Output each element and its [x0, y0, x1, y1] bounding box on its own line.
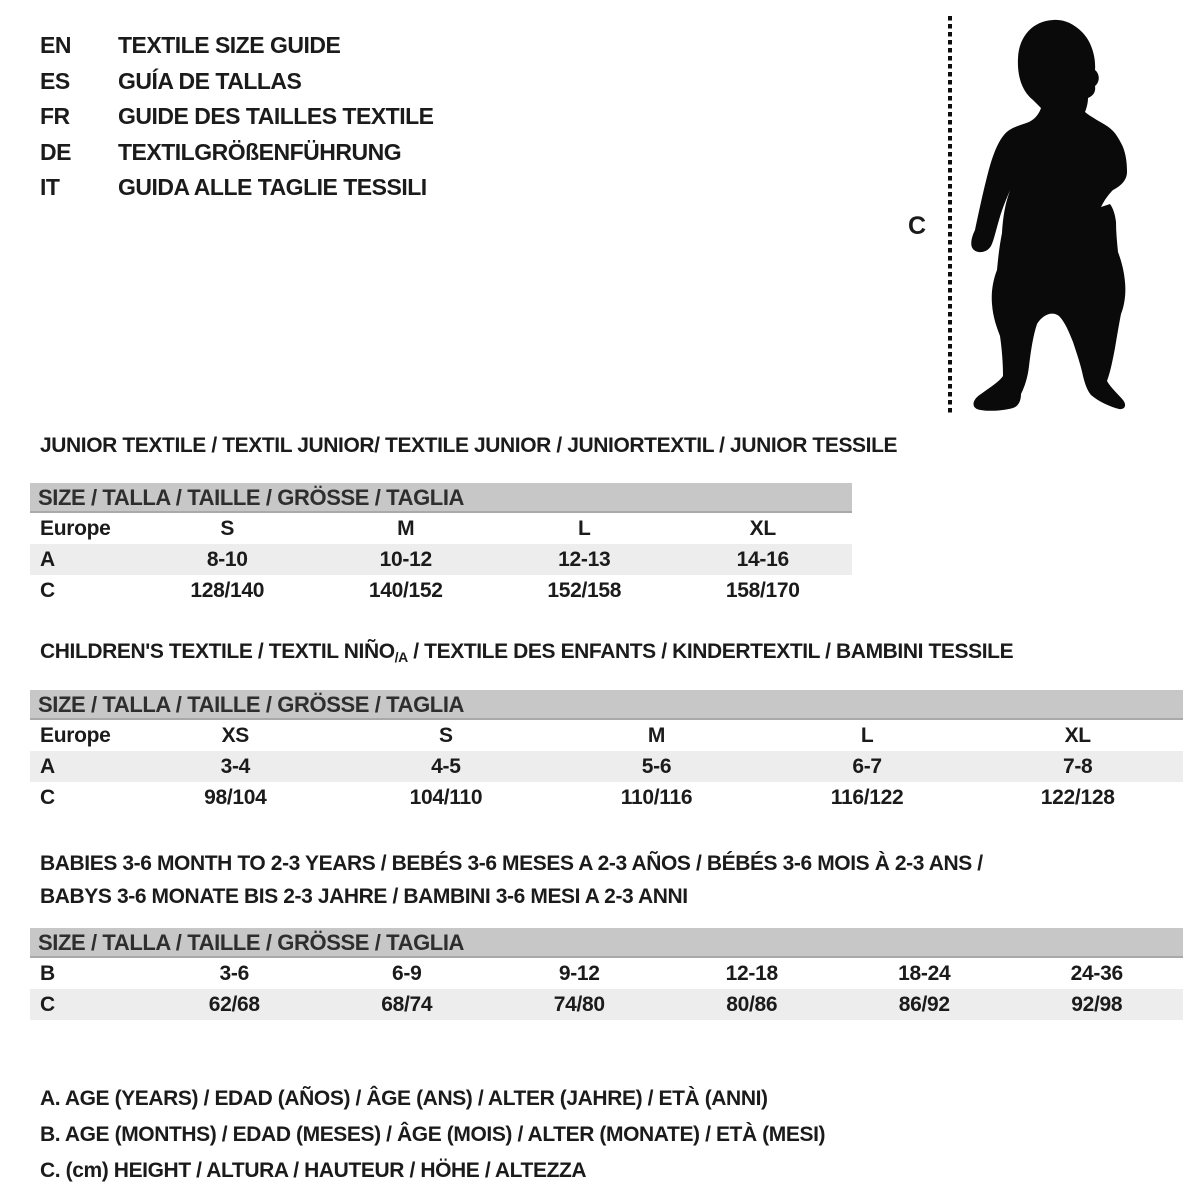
table-cell: M — [647, 723, 666, 747]
table-cell: 4-5 — [431, 754, 461, 778]
table-cell: M — [397, 516, 415, 540]
table-cell: XS — [221, 723, 249, 747]
language-code: ES — [40, 67, 70, 94]
babies-size-table — [30, 928, 1183, 1020]
height-measure-figure — [0, 0, 1200, 440]
row-label: Europe — [40, 516, 111, 540]
children-section-heading — [40, 640, 1013, 665]
row-label: C — [40, 785, 55, 809]
table-cell: 14-16 — [736, 547, 789, 571]
language-code: FR — [40, 103, 70, 130]
row-label: C — [40, 578, 55, 602]
guide-title-en: TEXTILE SIZE GUIDE — [118, 32, 341, 59]
junior-size-table — [30, 483, 852, 606]
babies-heading-line2: BABYS 3-6 MONATE BIS 2-3 JAHRE / BAMBINI 3-6 MESI A 2-3 ANNI — [40, 885, 688, 908]
table-cell: 86/92 — [898, 992, 950, 1016]
legend-line-b: B. AGE (MONTHS) / EDAD (MESES) / ÂGE (MOIS) / ALTER (MONATE) / ETÀ (MESI) — [40, 1123, 826, 1146]
language-code: DE — [40, 138, 71, 165]
guide-title-it: GUIDA ALLE TAGLIE TESSILI — [118, 174, 427, 201]
children-size-table — [30, 690, 1183, 813]
guide-title-de: TEXTILGRÖßENFÜHRUNG — [118, 138, 402, 165]
row-label: C — [40, 992, 55, 1016]
table-cell: 7-8 — [1062, 754, 1093, 778]
babies-heading-line1: BABIES 3-6 MONTH TO 2-3 YEARS / BEBÉS 3-6 MESES A 2-3 AÑOS / BÉBÉS 3-6 MOIS À 2-3 ANS / — [40, 852, 983, 875]
table-cell: XL — [1064, 723, 1091, 747]
table-cell: 68/74 — [381, 992, 433, 1016]
table-cell: 12-13 — [558, 547, 611, 571]
table-cell: L — [860, 723, 874, 747]
table-cell: 62/68 — [208, 992, 260, 1016]
toddler-silhouette-icon — [955, 8, 1155, 420]
row-label: A — [40, 754, 55, 778]
table-row — [30, 720, 1183, 751]
table-row — [30, 513, 852, 544]
table-cell: 110/116 — [620, 785, 693, 809]
table-cell: 12-18 — [725, 961, 778, 985]
guide-title-es: GUÍA DE TALLAS — [118, 67, 302, 94]
table-row — [30, 958, 1183, 989]
table-cell: 116/122 — [830, 785, 904, 809]
row-label: Europe — [40, 723, 111, 747]
babies-section-heading — [40, 847, 983, 913]
table-cell: 6-9 — [392, 961, 422, 985]
table-row — [30, 989, 1183, 1020]
table-cell: 152/158 — [547, 578, 622, 602]
table-cell: S — [439, 723, 453, 747]
table-cell: 9-12 — [558, 961, 600, 985]
table-cell: 98/104 — [204, 785, 267, 809]
children-heading-part2: / TEXTILE DES ENFANTS / KINDERTEXTIL / BAMBINI TESSILE — [407, 640, 1014, 663]
table-row — [30, 782, 1183, 813]
table-cell: 122/128 — [1040, 785, 1115, 809]
table-row — [30, 544, 852, 575]
junior-section-heading: JUNIOR TEXTILE / TEXTIL JUNIOR/ TEXTILE JUNIOR / JUNIORTEXTIL / JUNIOR TESSILE — [40, 434, 898, 457]
language-code: EN — [40, 32, 71, 59]
legend-line-a: A. AGE (YEARS) / EDAD (AÑOS) / ÂGE (ANS) / ALTER (JAHRE) / ETÀ (ANNI) — [40, 1087, 768, 1110]
table-cell: XL — [749, 516, 776, 540]
table-cell: 80/86 — [726, 992, 778, 1016]
table-cell: 128/140 — [190, 578, 265, 602]
table-cell: 158/170 — [725, 578, 800, 602]
table-cell: 10-12 — [379, 547, 432, 571]
table-cell: 92/98 — [1071, 992, 1123, 1016]
table-row — [30, 751, 1183, 782]
size-header-band: SIZE / TALLA / TAILLE / GRÖSSE / TAGLIA — [30, 690, 1183, 720]
table-cell: L — [577, 516, 591, 540]
table-cell: 6-7 — [852, 754, 882, 778]
table-cell: 140/152 — [368, 578, 443, 602]
table-row — [30, 575, 852, 606]
table-cell: 74/80 — [553, 992, 605, 1016]
guide-title-fr: GUIDE DES TAILLES TEXTILE — [118, 103, 434, 130]
row-label: B — [40, 961, 55, 985]
table-cell: 24-36 — [1070, 961, 1123, 985]
legend-line-c: C. (cm) HEIGHT / ALTURA / HAUTEUR / HÖHE / ALTEZZA — [40, 1159, 587, 1182]
height-measure-label: C — [908, 212, 927, 240]
table-cell: 3-4 — [220, 754, 251, 778]
table-cell: S — [220, 516, 235, 540]
measure-legend — [40, 1081, 825, 1189]
table-cell: 3-6 — [219, 961, 249, 985]
height-dashed-line — [948, 16, 952, 416]
table-cell: 8-10 — [206, 547, 248, 571]
size-header-band: SIZE / TALLA / TAILLE / GRÖSSE / TAGLIA — [30, 483, 852, 513]
table-cell: 104/110 — [409, 785, 483, 809]
language-code: IT — [40, 174, 60, 201]
size-header-band: SIZE / TALLA / TAILLE / GRÖSSE / TAGLIA — [30, 928, 1183, 958]
children-heading-subscript: /A — [394, 649, 408, 665]
children-heading-part1: CHILDREN'S TEXTILE / TEXTIL NIÑO — [40, 640, 395, 663]
table-cell: 18-24 — [898, 961, 951, 985]
row-label: A — [40, 547, 55, 571]
table-cell: 5-6 — [641, 754, 672, 778]
